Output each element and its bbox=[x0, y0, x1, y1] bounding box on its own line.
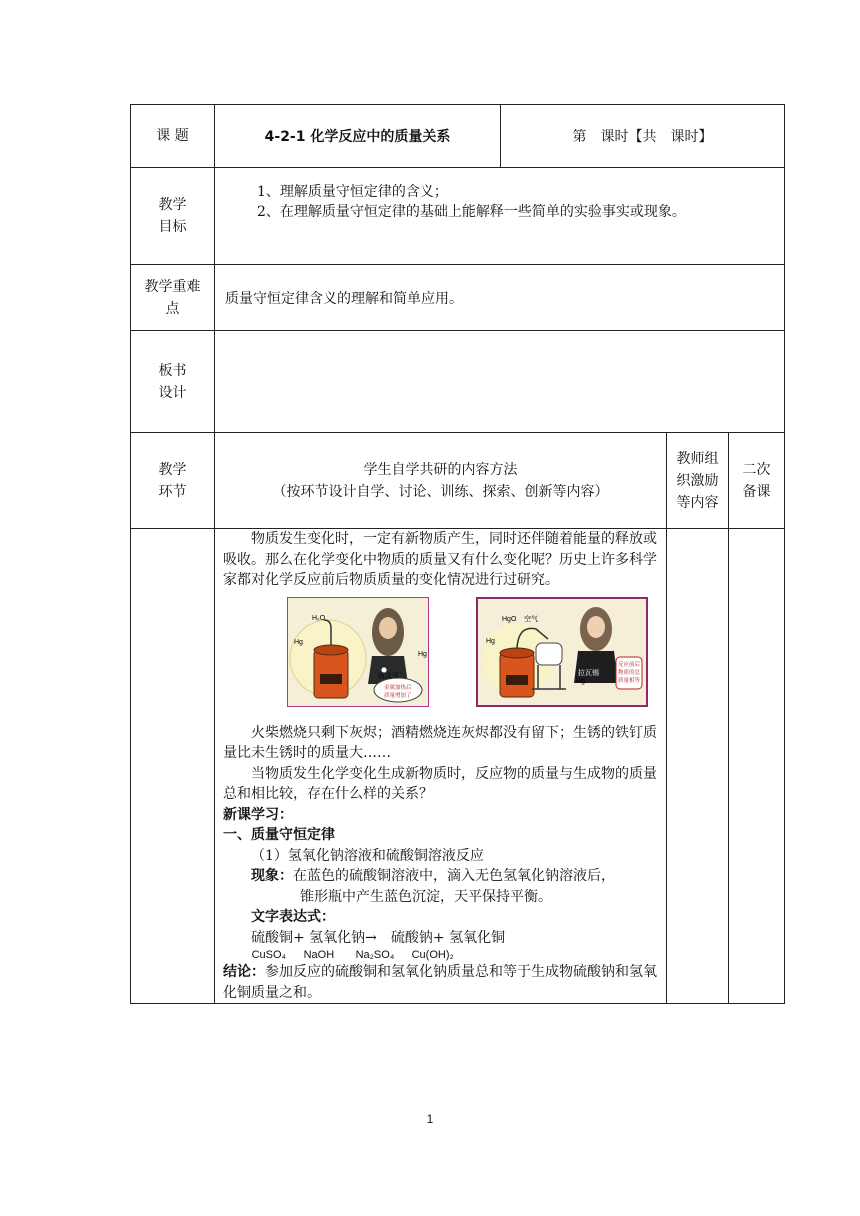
phenomenon-label: 现象： bbox=[251, 868, 293, 884]
fig2-bubble-line: 质量相等 bbox=[618, 677, 641, 684]
teacher-header-line: 织激励 bbox=[676, 472, 719, 489]
conclusion-text: 参加反应的硫酸铜和氢氧化钠质量总和等于生成物硫酸钠和氢氧化铜质量之和。 bbox=[223, 964, 657, 1001]
experiment-title: （1）氢氧化钠溶液和硫酸铜溶液反应 bbox=[251, 847, 484, 864]
page-number: 1 bbox=[426, 1112, 434, 1126]
lavoisier-illustration bbox=[478, 599, 646, 705]
intro-paragraph: 物质发生变化时，一定有新物质产生，同时还伴随着能量的释放或吸收。那么在化学变化中物质的质量又有什么变化呢？历史上许多科学家都对化学反应前后物质质量的变化情况进行过研究。 bbox=[223, 531, 657, 588]
goal-label-line: 目标 bbox=[158, 219, 187, 235]
teacher-header-line: 等内容 bbox=[676, 494, 719, 511]
fig2-bubble-line: 反应前后 bbox=[618, 661, 641, 668]
topic-label: 课 题 bbox=[131, 105, 215, 168]
teacher-header-line: 教师组 bbox=[676, 450, 719, 467]
lesson-content bbox=[215, 529, 667, 1004]
goal-row bbox=[131, 168, 785, 265]
teacher-header bbox=[667, 433, 729, 529]
goal-label-line: 教学 bbox=[158, 197, 187, 213]
fig1-label-hg: Hg bbox=[294, 638, 303, 646]
board-label-line: 设计 bbox=[158, 384, 187, 401]
new-lesson-heading: 新课学习： bbox=[223, 806, 293, 823]
second-prep-cell bbox=[729, 529, 785, 1004]
conclusion bbox=[223, 962, 660, 1003]
goal-item: 2、在理解质量守恒定律的基础上能解释一些简单的实验事实或现象。 bbox=[257, 204, 686, 220]
second-prep-header bbox=[729, 433, 785, 529]
lesson-plan-sheet bbox=[130, 104, 784, 1001]
goal-item: 1、理解质量守恒定律的含义； bbox=[257, 184, 448, 200]
key-label bbox=[131, 265, 215, 331]
word-equation: 硫酸铜+ 氢氧化钠→ 硫酸钠+ 氢氧化铜 bbox=[251, 929, 506, 946]
teacher-cell bbox=[667, 529, 729, 1004]
board-row bbox=[131, 331, 785, 433]
phenomenon-text: 在蓝色的硫酸铜溶液中，滴入无色氢氧化钠溶液后， bbox=[293, 868, 615, 884]
board-label-line: 板书 bbox=[158, 362, 187, 379]
second-header-line: 二次 bbox=[742, 461, 771, 478]
lavoisier-experiment-figure bbox=[476, 597, 648, 707]
stage-label bbox=[131, 433, 215, 529]
second-header-line: 备课 bbox=[742, 483, 771, 500]
lesson-plan-table bbox=[130, 104, 785, 1004]
stage-cell bbox=[131, 529, 215, 1004]
fig1-bubble-line: 质量增加了 bbox=[384, 692, 412, 699]
boyle-experiment-figure bbox=[287, 597, 429, 707]
fig1-label-hg2: Hg bbox=[418, 650, 427, 658]
formula-na2so4: Na₂SO₄ bbox=[355, 949, 395, 961]
fig1-bubble-line: 金属加热后 bbox=[384, 684, 412, 691]
stage-header-row bbox=[131, 433, 785, 529]
fig1-label-boyle: 波义耳 bbox=[378, 671, 399, 680]
question-paragraph: 当物质发生化学变化生成新物质时，反应物的质量与生成物的质量总和相比较，存在什么样的关系？ bbox=[223, 765, 657, 802]
key-label-line: 点 bbox=[165, 300, 180, 317]
fig2-label-hg2: Hg bbox=[576, 677, 585, 685]
stage-label-line: 教学 bbox=[158, 461, 187, 478]
key-text: 质量守恒定律含义的理解和简单应用。 bbox=[215, 265, 785, 331]
chemical-formulas bbox=[223, 948, 660, 962]
content-row bbox=[131, 529, 785, 1004]
topic-row bbox=[131, 105, 785, 168]
content-header-line: （按环节设计自学、讨论、训练、探索、创新等内容） bbox=[272, 483, 609, 500]
content-header-line: 学生自学共研的内容方法 bbox=[363, 461, 518, 478]
phenomenon bbox=[223, 866, 660, 887]
board-content bbox=[215, 331, 785, 433]
conclusion-label: 结论： bbox=[223, 964, 265, 980]
fig2-bubble-line: 物质的总 bbox=[618, 669, 641, 676]
formula-naoh: NaOH bbox=[303, 949, 335, 961]
boyle-illustration bbox=[288, 598, 428, 706]
formula-cuso4: CuSO₄ bbox=[251, 949, 287, 961]
phenomenon-continued: 锥形瓶中产生蓝色沉淀，天平保持平衡。 bbox=[300, 888, 552, 905]
key-row bbox=[131, 265, 785, 331]
content-header bbox=[215, 433, 667, 529]
board-label bbox=[131, 331, 215, 433]
formula-cuoh2: Cu(OH)₂ bbox=[411, 949, 454, 961]
key-label-line: 教学重难 bbox=[144, 278, 201, 295]
observation-paragraph: 火柴燃烧只剩下灰烬；酒精燃烧连灰烬都没有留下；生锈的铁钉质量比未生锈时的质量大…… bbox=[223, 724, 657, 761]
history-figures bbox=[223, 591, 660, 709]
stage-label-line: 环节 bbox=[158, 483, 187, 500]
fig2-label-hg: Hg bbox=[486, 637, 495, 645]
fig1-label-h2o: H₂O bbox=[312, 614, 326, 622]
period-info: 第 课时【共 课时】 bbox=[501, 105, 785, 168]
expression-label: 文字表达式： bbox=[251, 909, 335, 925]
fig2-label-lavoisier: 拉瓦锡 bbox=[578, 668, 599, 677]
section-heading: 一、质量守恒定律 bbox=[223, 827, 335, 843]
fig2-label-hgo: HgO bbox=[502, 615, 517, 623]
goal-label bbox=[131, 168, 215, 265]
lesson-title: 4-2-1 化学反应中的质量关系 bbox=[215, 105, 501, 168]
fig2-label-air: 空气 bbox=[524, 614, 538, 623]
goal-text bbox=[215, 168, 785, 265]
